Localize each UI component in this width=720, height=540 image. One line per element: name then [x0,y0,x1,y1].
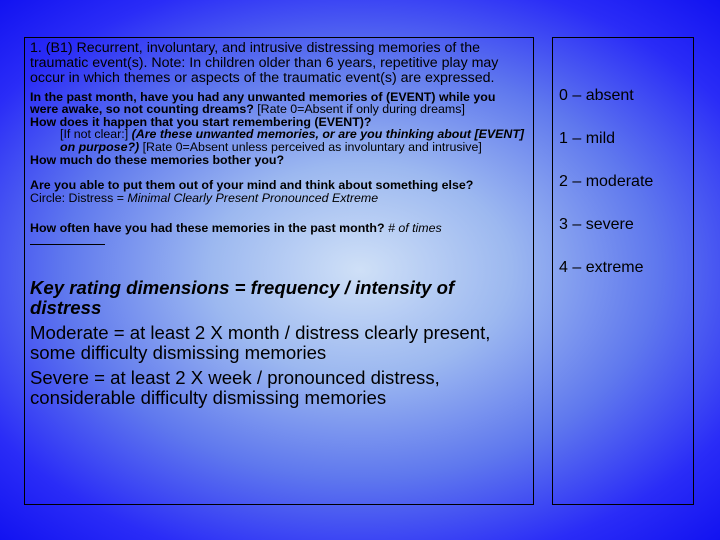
distress-circle-options: Minimal Clearly Present Pronounced Extreme [127,190,379,205]
question-2-prefix: [If not clear:] [60,127,132,142]
question-2-text: How does it happen that you start remembering (EVENT)? [30,114,372,129]
moderate-definition: Moderate = at least 2 X month / distress clearly present, some difficulty dismissing memories [30,321,491,364]
rating-4: 4 – extreme [559,259,644,276]
interview-question-panel [24,37,534,505]
question-1 [30,91,527,116]
rating-2: 2 – moderate [559,173,654,190]
distress-circle-line [30,192,527,205]
question-5 [30,222,527,235]
criterion-text: 1. (B1) Recurrent, involuntary, and intrusive distressing memories of the traumatic event(s). Note: In children older than 6 years, repetitive play may occur in which themes or aspects of the traumatic event(s) are expressed. [30,40,499,87]
question-1-note: [Rate 0=Absent if only during dreams] [253,102,465,117]
rating-3: 3 – severe [559,216,634,233]
question-1-text: In the past month, have you had any unwanted memories of (EVENT) while you were awake, so not counting dreams? [30,89,496,117]
times-count-label: # of times [384,221,442,236]
question-2-followup: (Are these unwanted memories, or are you thinking about [EVENT] on purpose?) [60,127,525,154]
question-3 [30,154,527,167]
question-5-text: How often have you had these memories in the past month? [30,221,385,236]
times-count-blank[interactable] [30,236,105,245]
rating-1: 1 – mild [559,130,616,147]
severe-definition: Severe = at least 2 X week / pronounced distress, considerable difficulty dismissing memories [30,366,440,409]
key-dimensions-heading: Key rating dimensions = frequency / intensity of distress [30,276,455,319]
distress-circle-label: Circle: Distress = [30,190,128,205]
question-3-text: How much do these memories bother you? [30,152,285,167]
times-count-line [30,235,527,248]
question-2-note: [Rate 0=Absent unless perceived as involuntary and intrusive] [139,139,482,154]
question-4-text: Are you able to put them out of your mind and think about something else? [30,178,474,193]
rating-scale-panel [552,37,694,505]
question-2-followup-block [30,128,527,153]
rating-0: 0 – absent [559,87,634,104]
